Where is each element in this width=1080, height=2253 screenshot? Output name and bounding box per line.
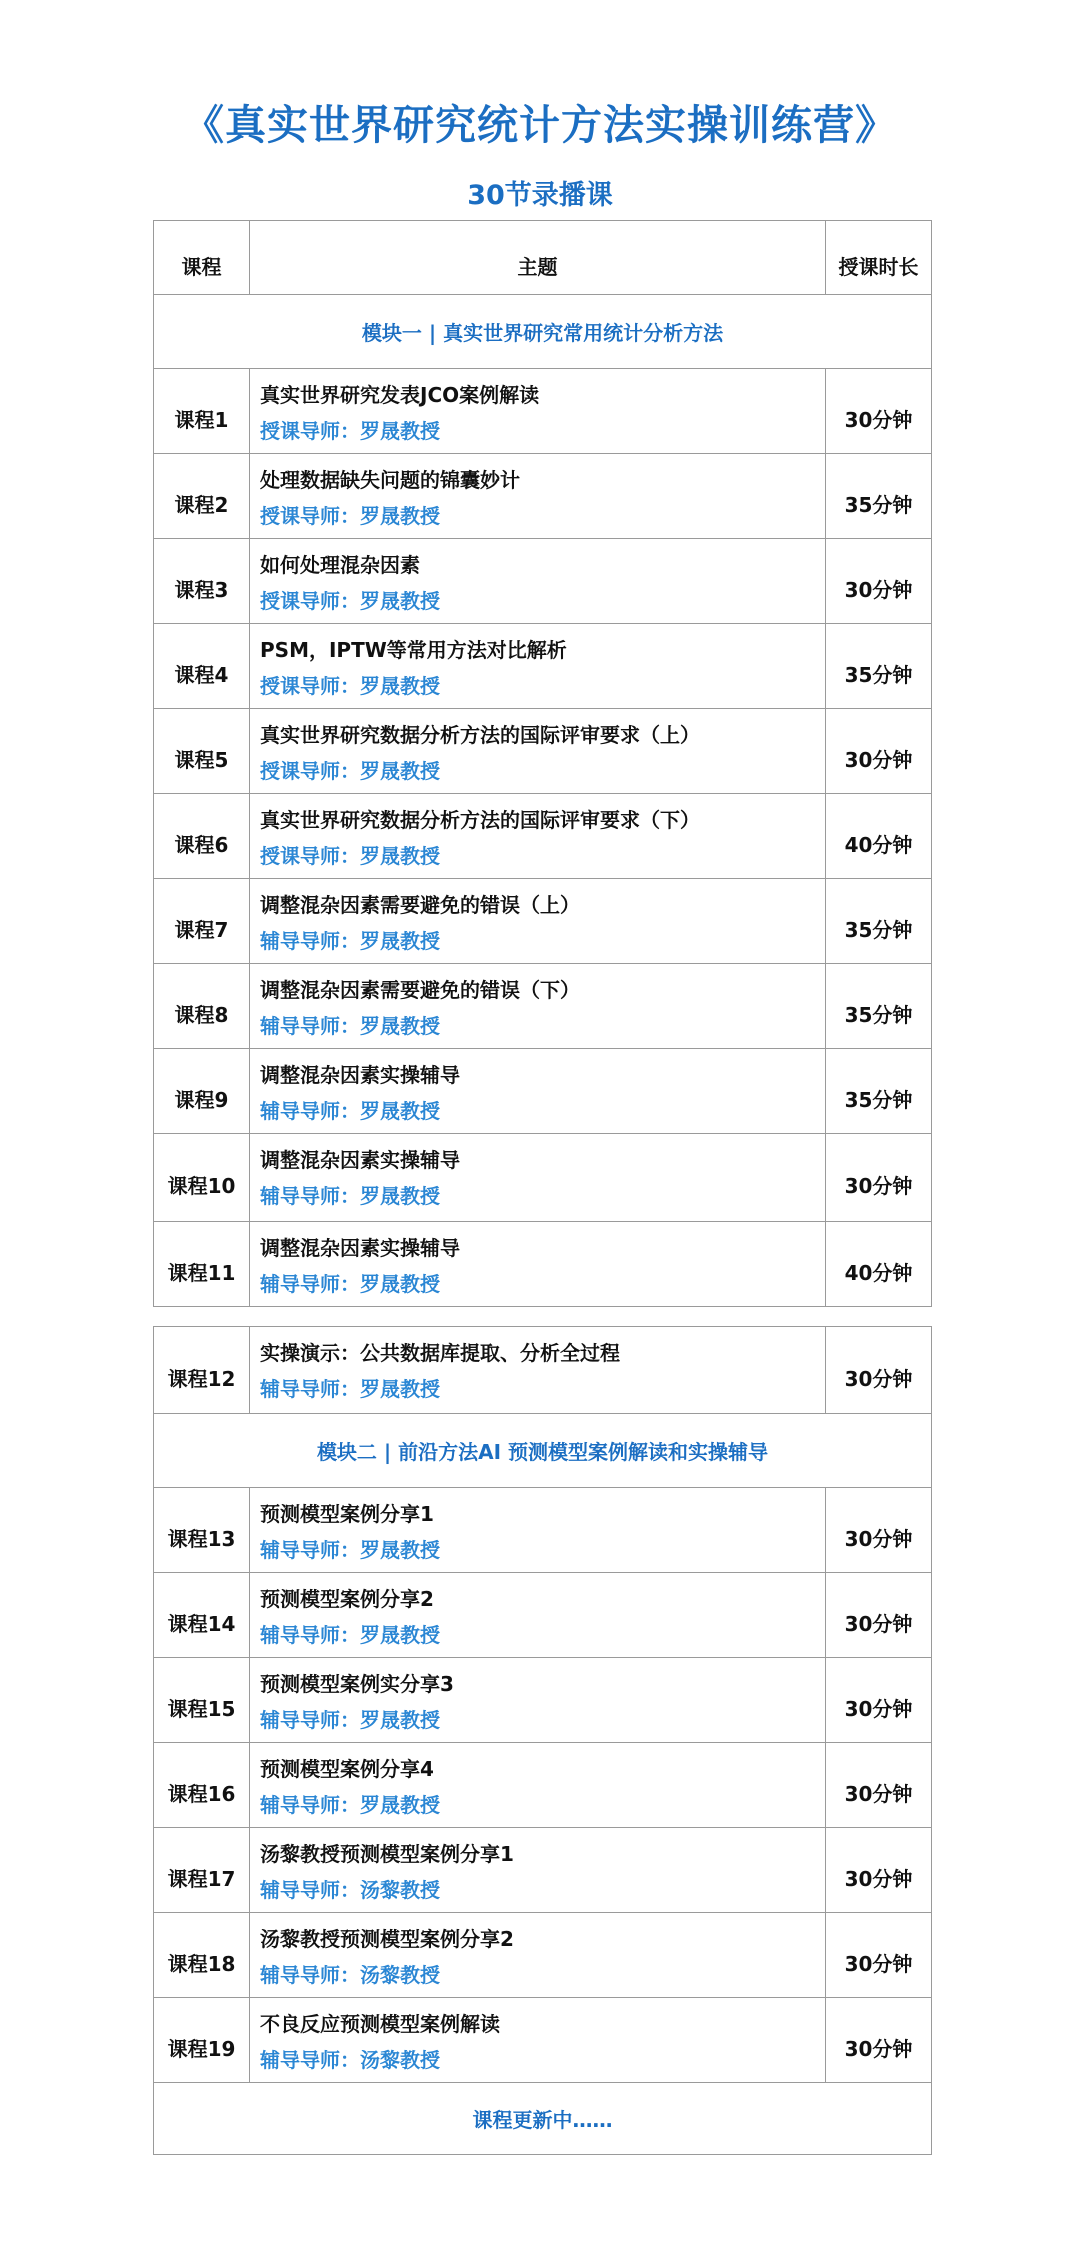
lesson-name: 课程9 xyxy=(154,1049,250,1134)
lesson-topic: 处理数据缺失问题的锦囊妙计 xyxy=(260,468,520,492)
lesson-topic: 真实世界研究数据分析方法的国际评审要求（上） xyxy=(260,723,700,747)
lesson-teacher: 辅导导师：汤黎教授 xyxy=(260,2048,440,2072)
lesson-topic: PSM，IPTW等常用方法对比解析 xyxy=(260,638,567,662)
lesson-duration: 35分钟 xyxy=(826,1049,932,1134)
lesson-name: 课程3 xyxy=(154,539,250,624)
lesson-duration: 35分钟 xyxy=(826,964,932,1049)
lesson-name: 课程7 xyxy=(154,879,250,964)
lesson-name: 课程11 xyxy=(154,1222,250,1307)
lesson-topic: 预测模型案例分享1 xyxy=(260,1502,434,1526)
lesson-duration: 30分钟 xyxy=(826,1658,932,1743)
lesson-duration: 35分钟 xyxy=(826,624,932,709)
table-row xyxy=(154,1327,932,1414)
lesson-teacher: 辅导导师：汤黎教授 xyxy=(260,1963,440,1987)
lesson-topic-cell xyxy=(250,1743,826,1828)
lesson-topic-cell xyxy=(250,1488,826,1573)
lesson-duration: 30分钟 xyxy=(826,1913,932,1998)
lesson-topic: 调整混杂因素需要避免的错误（下） xyxy=(260,978,580,1002)
lesson-topic-cell xyxy=(250,1134,826,1222)
lesson-topic-cell xyxy=(250,1573,826,1658)
lesson-teacher: 授课导师：罗晟教授 xyxy=(260,759,440,783)
table-row xyxy=(154,1049,932,1134)
lesson-name: 课程15 xyxy=(154,1658,250,1743)
lesson-teacher: 授课导师：罗晟教授 xyxy=(260,589,440,613)
lesson-name: 课程19 xyxy=(154,1998,250,2083)
table-row xyxy=(154,1222,932,1307)
lesson-topic-cell xyxy=(250,369,826,454)
lesson-teacher: 授课导师：罗晟教授 xyxy=(260,844,440,868)
lesson-teacher: 辅导导师：汤黎教授 xyxy=(260,1878,440,1902)
table-row xyxy=(154,1913,932,1998)
table-row xyxy=(154,1828,932,1913)
lesson-topic-cell xyxy=(250,454,826,539)
lesson-topic: 如何处理混杂因素 xyxy=(260,553,420,577)
page-title: 《真实世界研究统计方法实操训练营》 xyxy=(183,101,897,149)
lesson-name: 课程1 xyxy=(154,369,250,454)
header-topic: 主题 xyxy=(250,221,826,295)
lesson-topic-cell xyxy=(250,1658,826,1743)
lesson-topic-cell xyxy=(250,709,826,794)
lesson-topic: 预测模型案例实分享3 xyxy=(260,1672,454,1696)
lesson-topic: 实操演示：公共数据库提取、分析全过程 xyxy=(260,1341,620,1365)
lesson-name: 课程2 xyxy=(154,454,250,539)
table-row xyxy=(154,369,932,454)
lesson-duration: 35分钟 xyxy=(826,879,932,964)
lesson-teacher: 辅导导师：罗晟教授 xyxy=(260,1793,440,1817)
lesson-duration: 30分钟 xyxy=(826,1998,932,2083)
lesson-teacher: 授课导师：罗晟教授 xyxy=(260,674,440,698)
lesson-teacher: 授课导师：罗晟教授 xyxy=(260,504,440,528)
lesson-topic: 调整混杂因素实操辅导 xyxy=(260,1063,460,1087)
updating-note: 课程更新中…… xyxy=(154,2083,932,2155)
table-row xyxy=(154,1998,932,2083)
table-row xyxy=(154,1573,932,1658)
table-row xyxy=(154,1743,932,1828)
lesson-topic-cell xyxy=(250,1049,826,1134)
lesson-topic: 真实世界研究发表JCO案例解读 xyxy=(260,383,540,407)
course-table-part1 xyxy=(153,220,932,1307)
module-2-rows xyxy=(154,1488,932,2083)
module-row xyxy=(154,1414,932,1488)
lesson-name: 课程10 xyxy=(154,1134,250,1222)
lesson-duration: 30分钟 xyxy=(826,369,932,454)
lesson-name: 课程12 xyxy=(154,1327,250,1414)
table-row xyxy=(154,879,932,964)
lesson-teacher: 辅导导师：罗晟教授 xyxy=(260,1272,440,1296)
lesson-teacher: 辅导导师：罗晟教授 xyxy=(260,1014,440,1038)
lesson-topic-cell xyxy=(250,539,826,624)
lesson-duration: 30分钟 xyxy=(826,539,932,624)
lesson-topic-cell xyxy=(250,624,826,709)
lesson-topic: 真实世界研究数据分析方法的国际评审要求（下） xyxy=(260,808,700,832)
lesson-topic: 调整混杂因素实操辅导 xyxy=(260,1236,460,1260)
lesson-duration: 30分钟 xyxy=(826,1828,932,1913)
lesson-teacher: 辅导导师：罗晟教授 xyxy=(260,1099,440,1123)
course-table-part2 xyxy=(153,1326,932,2155)
lesson-topic: 不良反应预测模型案例解读 xyxy=(260,2012,500,2036)
table-row xyxy=(154,454,932,539)
lesson-duration: 30分钟 xyxy=(826,1573,932,1658)
footer-row xyxy=(154,2083,932,2155)
lesson-teacher: 辅导导师：罗晟教授 xyxy=(260,1623,440,1647)
table-row xyxy=(154,1134,932,1222)
lesson-duration: 35分钟 xyxy=(826,454,932,539)
lesson-topic-cell xyxy=(250,1222,826,1307)
table-row xyxy=(154,794,932,879)
lesson-duration: 30分钟 xyxy=(826,1488,932,1573)
lesson-name: 课程13 xyxy=(154,1488,250,1573)
lesson-topic-cell xyxy=(250,879,826,964)
lesson-topic-cell xyxy=(250,794,826,879)
lesson-name: 课程16 xyxy=(154,1743,250,1828)
table-header-row xyxy=(154,221,932,295)
header-duration: 授课时长 xyxy=(826,221,932,295)
lesson-duration: 30分钟 xyxy=(826,1134,932,1222)
lesson-topic: 预测模型案例分享2 xyxy=(260,1587,434,1611)
lesson-topic: 预测模型案例分享4 xyxy=(260,1757,434,1781)
lesson-name: 课程14 xyxy=(154,1573,250,1658)
lesson-name: 课程18 xyxy=(154,1913,250,1998)
lesson-teacher: 辅导导师：罗晟教授 xyxy=(260,1377,440,1401)
lesson-topic: 调整混杂因素需要避免的错误（上） xyxy=(260,893,580,917)
lesson-topic: 汤黎教授预测模型案例分享2 xyxy=(260,1927,514,1951)
lesson-topic: 汤黎教授预测模型案例分享1 xyxy=(260,1842,514,1866)
lesson-duration: 30分钟 xyxy=(826,1327,932,1414)
lesson-teacher: 辅导导师：罗晟教授 xyxy=(260,1708,440,1732)
lesson-topic: 调整混杂因素实操辅导 xyxy=(260,1148,460,1172)
lesson-name: 课程8 xyxy=(154,964,250,1049)
page-subtitle: 30节录播课 xyxy=(467,180,613,211)
lesson-duration: 40分钟 xyxy=(826,1222,932,1307)
lesson-teacher: 授课导师：罗晟教授 xyxy=(260,419,440,443)
lesson-topic-cell xyxy=(250,1998,826,2083)
lesson-name: 课程5 xyxy=(154,709,250,794)
module-2-title: 模块二 | 前沿方法AI 预测模型案例解读和实操辅导 xyxy=(154,1414,932,1488)
table-row xyxy=(154,1658,932,1743)
lesson-teacher: 辅导导师：罗晟教授 xyxy=(260,1538,440,1562)
lesson-name: 课程17 xyxy=(154,1828,250,1913)
lesson-topic-cell xyxy=(250,1828,826,1913)
table-row xyxy=(154,624,932,709)
module-row xyxy=(154,295,932,369)
table-row xyxy=(154,539,932,624)
lesson-teacher: 辅导导师：罗晟教授 xyxy=(260,1184,440,1208)
lesson-duration: 30分钟 xyxy=(826,709,932,794)
lesson-name: 课程6 xyxy=(154,794,250,879)
lesson-topic-cell xyxy=(250,1913,826,1998)
module-1-title: 模块一 | 真实世界研究常用统计分析方法 xyxy=(154,295,932,369)
table-row xyxy=(154,709,932,794)
lesson-teacher: 辅导导师：罗晟教授 xyxy=(260,929,440,953)
table-row xyxy=(154,964,932,1049)
header-lesson: 课程 xyxy=(154,221,250,295)
lesson-duration: 40分钟 xyxy=(826,794,932,879)
table-row xyxy=(154,1488,932,1573)
lesson-topic-cell xyxy=(250,1327,826,1414)
module-1-rows xyxy=(154,369,932,1307)
lesson-duration: 30分钟 xyxy=(826,1743,932,1828)
lesson-topic-cell xyxy=(250,964,826,1049)
lesson-name: 课程4 xyxy=(154,624,250,709)
